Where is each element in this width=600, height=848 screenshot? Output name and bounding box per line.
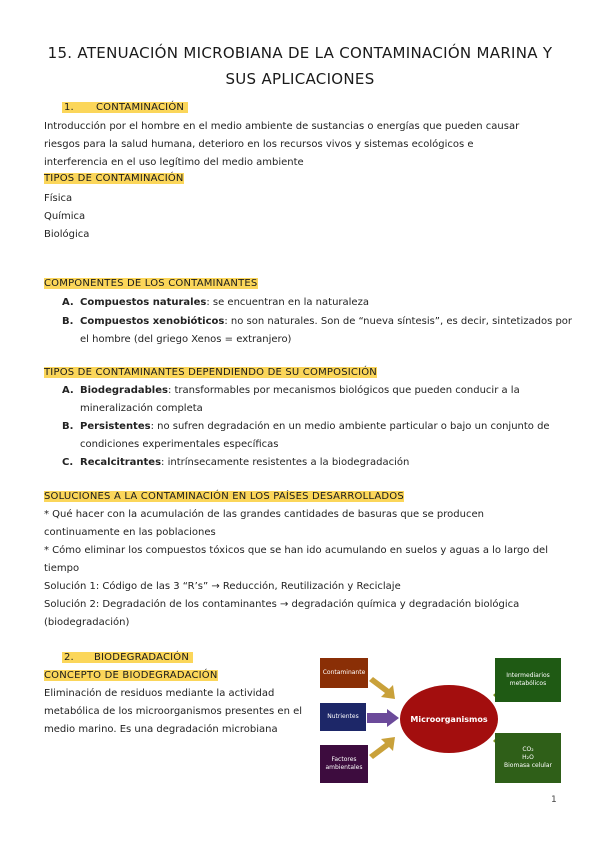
soluciones-heading (44, 490, 404, 504)
componentes-heading (44, 277, 258, 291)
composicion-a-letter: A. (62, 385, 74, 396)
tipo-biologica: Biológica (44, 229, 90, 240)
composicion-a-term: Biodegradables (80, 385, 168, 396)
composicion-heading (44, 366, 377, 380)
box-factores (320, 745, 368, 783)
componente-b-letter: B. (62, 316, 74, 327)
composicion-b-term: Persistentes (80, 421, 151, 432)
composicion-a-text: : transformables por mecanismos biológicos que pueden conducir a la (167, 385, 520, 396)
label-factores-2: ambientales (325, 764, 363, 771)
tipo-fisica: Física (44, 193, 73, 204)
label-biomasa: Biomasa celular (504, 762, 552, 769)
box-productos (495, 733, 561, 783)
section-1-heading (62, 101, 188, 115)
page-number: 1 (551, 795, 557, 805)
concepto-line-2: metabólica de los microorganismos presentes en el (44, 706, 303, 717)
composicion-b (62, 420, 550, 434)
label-factores-1: Factores (331, 756, 357, 763)
concepto-heading (44, 669, 218, 683)
soluciones-line-1: * Qué hacer con la acumulación de las grandes cantidades de basuras que se producen (44, 509, 484, 520)
label-h2o: H₂O (522, 754, 534, 761)
label-intermediarios-2: metabólicos (509, 680, 547, 687)
circle-microorganismos (400, 685, 498, 753)
box-intermediarios (495, 658, 561, 702)
concepto-heading-text: CONCEPTO DE BIODEGRADACIÓN (44, 670, 218, 681)
tipos-contaminacion-heading-text: TIPOS DE CONTAMINACIÓN (44, 173, 184, 184)
componentes-heading-text: COMPONENTES DE LOS CONTAMINANTES (44, 278, 258, 289)
section-2-number: 2. (62, 652, 94, 663)
composicion-b-letter: B. (62, 421, 74, 432)
soluciones-line-5: Solución 1: Código de las 3 “R’s” → Reducción, Reutilización y Reciclaje (44, 581, 401, 592)
label-intermediarios-1: Intermediarios (506, 672, 550, 679)
composicion-b-cont: condiciones experimentales específicas (80, 439, 279, 450)
soluciones-line-6: Solución 2: Degradación de los contaminantes → degradación química y degradación biológica (44, 599, 520, 610)
label-nutrientes: Nutrientes (327, 713, 359, 720)
section-2-title: BIODEGRADACIÓN (94, 652, 193, 663)
section-1-number: 1. (62, 102, 96, 113)
tipos-contaminacion-heading (44, 172, 184, 186)
composicion-heading-text: TIPOS DE CONTAMINANTES DEPENDIENDO DE SU COMPOSICIÓN (44, 367, 377, 378)
componente-a-letter: A. (62, 297, 74, 308)
biodegradation-diagram (315, 655, 565, 785)
composicion-c (62, 456, 409, 470)
componente-b-text: : no son naturales. Son de “nueva síntesis”, es decir, sintetizados por (224, 316, 573, 327)
componente-a (62, 296, 369, 310)
composicion-c-term: Recalcitrantes (80, 457, 162, 468)
concepto-line-1: Eliminación de residuos mediante la actividad (44, 688, 275, 699)
composicion-c-text: : intrínsecamente resistentes a la biodegradación (161, 457, 410, 468)
label-co2: CO₂ (522, 746, 534, 753)
document-title-line2: SUS APLICACIONES (225, 70, 375, 88)
box-nutrientes (320, 703, 366, 731)
tipo-quimica: Química (44, 211, 86, 222)
section-2-heading (62, 651, 193, 665)
intro-line-3: interferencia en el uso legítimo del medio ambiente (44, 157, 304, 168)
document-title-line1: 15. ATENUACIÓN MICROBIANA DE LA CONTAMINACIÓN MARINA Y (47, 44, 553, 62)
soluciones-heading-text: SOLUCIONES A LA CONTAMINACIÓN EN LOS PAÍSES DESARROLLADOS (44, 491, 404, 502)
soluciones-line-3: * Cómo eliminar los compuestos tóxicos que se han ido acumulando en suelos y aguas a lo largo del (44, 545, 548, 556)
soluciones-line-2: continuamente en las poblaciones (44, 527, 216, 538)
componente-b-cont: el hombre (del griego Xenos = extranjero) (80, 334, 292, 345)
box-contaminante (320, 658, 368, 688)
soluciones-line-4: tiempo (44, 563, 80, 574)
label-contaminante: Contaminante (322, 669, 366, 676)
composicion-a (62, 384, 520, 398)
concepto-line-3: medio marino. Es una degradación microbiana (44, 724, 278, 735)
arrow-nutrientes (367, 709, 399, 727)
label-microorganismos: Microorganismos (410, 714, 488, 724)
composicion-b-text: : no sufren degradación en un medio ambiente particular o bajo un conjunto de (150, 421, 550, 432)
soluciones-line-7: (biodegradación) (44, 617, 130, 628)
componente-a-term: Compuestos naturales (80, 297, 207, 308)
componente-b (62, 315, 572, 329)
intro-line-2: riesgos para la salud humana, deterioro en los recursos vivos y sistemas ecológicos e (44, 139, 474, 150)
composicion-c-letter: C. (62, 457, 74, 468)
intro-line-1: Introducción por el hombre en el medio ambiente de sustancias o energías que pueden causar (44, 121, 520, 132)
section-1-title: CONTAMINACIÓN (96, 102, 188, 113)
arrow-contaminante (369, 677, 395, 699)
composicion-a-cont: mineralización completa (80, 403, 203, 414)
arrow-factores (369, 737, 395, 759)
componente-a-text: : se encuentran en la naturaleza (206, 297, 369, 308)
componente-b-term: Compuestos xenobióticos (80, 316, 225, 327)
